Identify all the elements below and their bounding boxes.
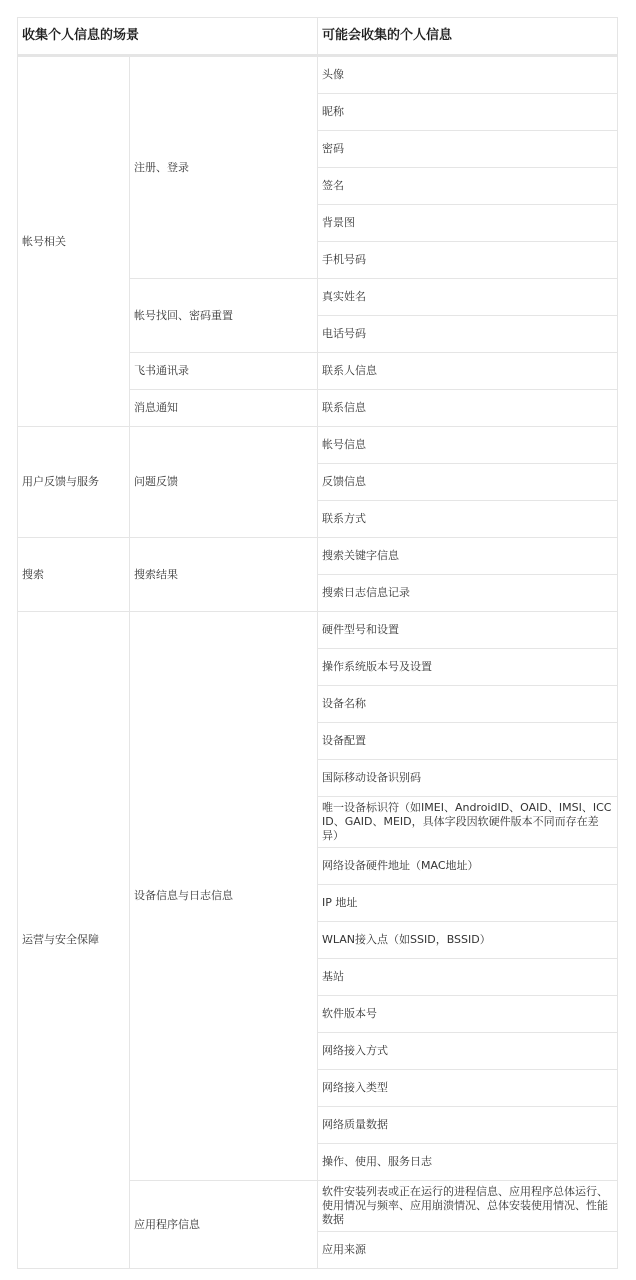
info-item-cell: 网络质量数据 [318, 1107, 618, 1144]
table-row [18, 612, 618, 649]
category-cell: 帐号相关 [18, 56, 130, 427]
info-item-cell: 反馈信息 [318, 464, 618, 501]
category-cell: 运营与安全保障 [18, 612, 130, 1269]
info-item-cell: 网络接入类型 [318, 1070, 618, 1107]
info-item-cell: 操作、使用、服务日志 [318, 1144, 618, 1181]
table-body [18, 18, 618, 1269]
info-item-cell: 唯一设备标识符（如IMEI、AndroidID、OAID、IMSI、ICCID、GAID、MEID，具体字段因软硬件版本不同而存在差异） [318, 797, 618, 848]
info-item-cell: 软件安装列表或正在运行的进程信息、应用程序总体运行、使用情况与频率、应用崩溃情况、总体安装使用情况、性能数据 [318, 1181, 618, 1232]
header-info: 可能会收集的个人信息 [318, 18, 618, 56]
header-row [18, 18, 618, 56]
info-item-cell: 背景图 [318, 205, 618, 242]
info-item-cell: 设备配置 [318, 723, 618, 760]
scene-cell: 应用程序信息 [130, 1181, 318, 1269]
scene-cell: 搜索结果 [130, 538, 318, 612]
info-item-cell: 头像 [318, 56, 618, 94]
info-item-cell: 国际移动设备识别码 [318, 760, 618, 797]
category-cell: 搜索 [18, 538, 130, 612]
category-cell: 用户反馈与服务 [18, 427, 130, 538]
table-row [18, 427, 618, 464]
info-item-cell: 密码 [318, 131, 618, 168]
scene-cell: 问题反馈 [130, 427, 318, 538]
header-scenario: 收集个人信息的场景 [18, 18, 318, 56]
scene-cell: 飞书通讯录 [130, 353, 318, 390]
info-item-cell: 硬件型号和设置 [318, 612, 618, 649]
scene-cell: 帐号找回、密码重置 [130, 279, 318, 353]
info-item-cell: 联系信息 [318, 390, 618, 427]
info-item-cell: 联系人信息 [318, 353, 618, 390]
info-item-cell: 签名 [318, 168, 618, 205]
info-item-cell: IP 地址 [318, 885, 618, 922]
info-item-cell: 电话号码 [318, 316, 618, 353]
info-item-cell: 应用来源 [318, 1232, 618, 1269]
info-item-cell: 软件版本号 [318, 996, 618, 1033]
info-item-cell: 设备名称 [318, 686, 618, 723]
info-item-cell: WLAN接入点（如SSID，BSSID） [318, 922, 618, 959]
info-item-cell: 网络接入方式 [318, 1033, 618, 1070]
info-item-cell: 手机号码 [318, 242, 618, 279]
table-row [18, 538, 618, 575]
info-item-cell: 真实姓名 [318, 279, 618, 316]
info-item-cell: 操作系统版本号及设置 [318, 649, 618, 686]
info-item-cell: 搜索日志信息记录 [318, 575, 618, 612]
info-item-cell: 搜索关键字信息 [318, 538, 618, 575]
table-row [18, 56, 618, 94]
scene-cell: 消息通知 [130, 390, 318, 427]
personal-info-table [17, 17, 618, 1269]
info-item-cell: 基站 [318, 959, 618, 996]
info-item-cell: 帐号信息 [318, 427, 618, 464]
info-item-cell: 网络设备硬件地址（MAC地址） [318, 848, 618, 885]
info-item-cell: 昵称 [318, 94, 618, 131]
scene-cell: 设备信息与日志信息 [130, 612, 318, 1181]
info-item-cell: 联系方式 [318, 501, 618, 538]
scene-cell: 注册、登录 [130, 56, 318, 279]
